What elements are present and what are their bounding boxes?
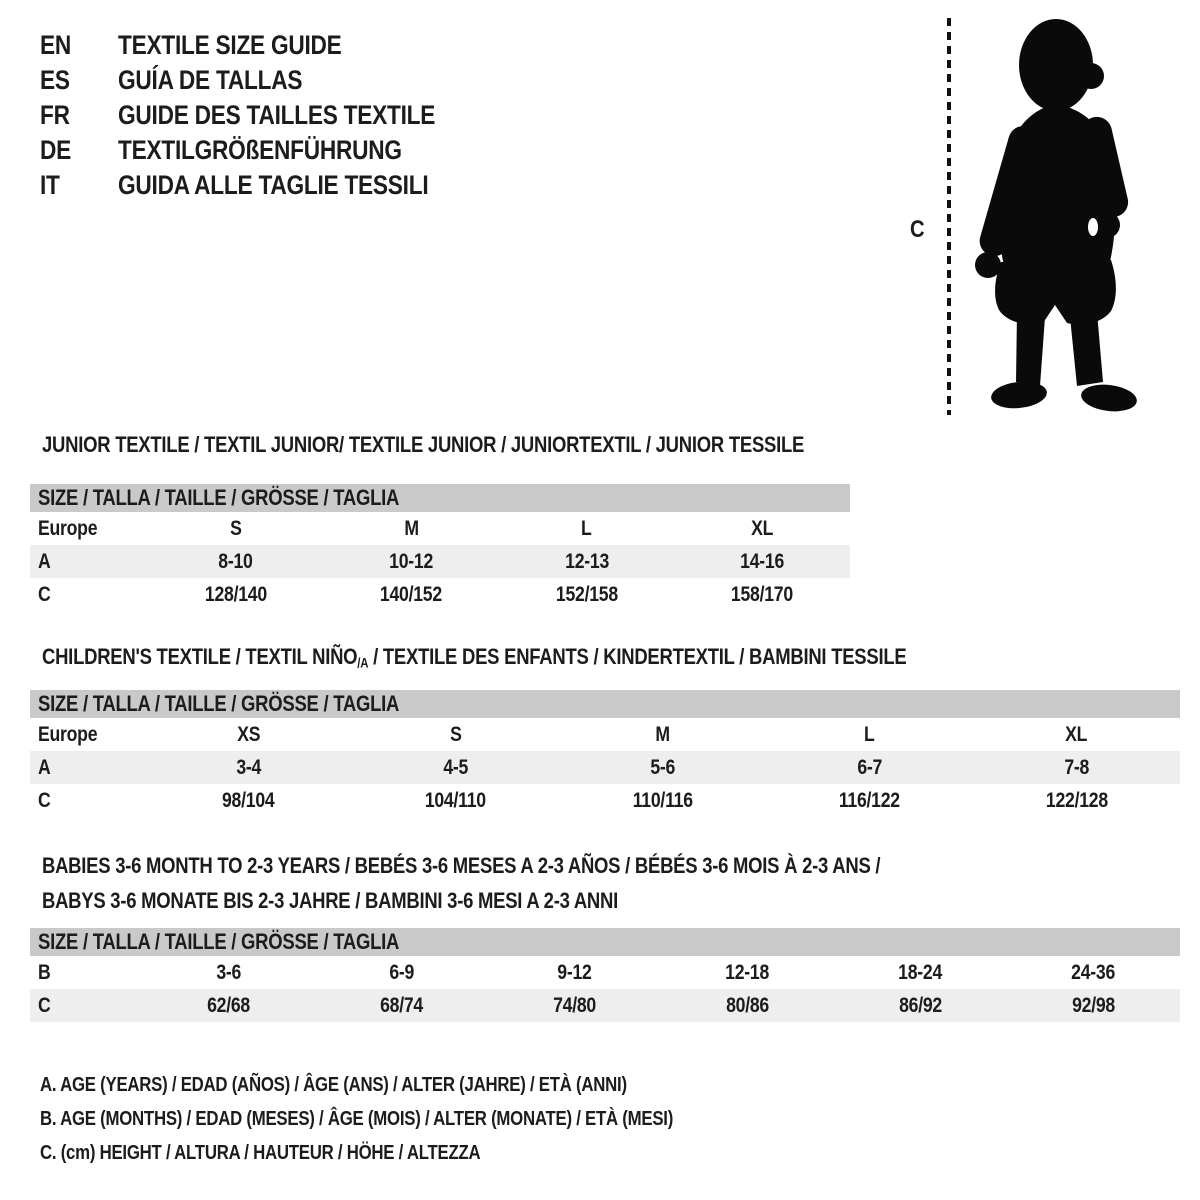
babies-size-table [30, 928, 1180, 1022]
toddler-silhouette-icon [960, 14, 1150, 418]
table-row-age [30, 545, 850, 578]
silhouette-ear [1078, 63, 1104, 89]
section-title-babies [42, 848, 1040, 918]
age-value: 12-18 [725, 960, 770, 984]
table-row-height [30, 578, 850, 611]
language-title: GUIDE DES TAILLES TEXTILE [118, 100, 436, 130]
footnote-age-months: B. AGE (MONTHS) / EDAD (MESES) / ÂGE (MOIS) / ALTER (MONATE) / ETÀ (MESI) [40, 1108, 674, 1130]
size-header-bar [30, 690, 1180, 718]
language-row [40, 28, 496, 63]
babies-title-line2: BABYS 3-6 MONATE BIS 2-3 JAHRE / BAMBINI 3-6 MESI A 2-3 ANNI [42, 888, 618, 913]
age-value: 3-6 [216, 960, 241, 984]
section-title-junior: JUNIOR TEXTILE / TEXTIL JUNIOR/ TEXTILE JUNIOR / JUNIORTEXTIL / JUNIOR TESSILE [42, 432, 805, 457]
table-row-europe [30, 512, 850, 545]
silhouette-shorts [995, 260, 1116, 324]
age-value: 4-5 [443, 755, 468, 779]
height-value: 92/98 [1072, 993, 1115, 1017]
row-label: C [38, 788, 51, 812]
row-label: Europe [38, 516, 98, 540]
table-row-europe [30, 718, 1180, 751]
language-title: GUÍA DE TALLAS [118, 65, 303, 95]
size-value: M [404, 516, 419, 540]
height-value: 80/86 [726, 993, 769, 1017]
language-code: ES [40, 65, 70, 95]
table-row-height [30, 784, 1180, 817]
title-part1: CHILDREN'S TEXTILE / TEXTIL NIÑO [42, 644, 358, 669]
row-label: A [38, 549, 51, 573]
babies-title-line1: BABIES 3-6 MONTH TO 2-3 YEARS / BEBÉS 3-6 MESES A 2-3 AÑOS / BÉBÉS 3-6 MOIS À 2-3 ANS / [42, 853, 881, 878]
language-code: DE [40, 135, 72, 165]
age-value: 8-10 [218, 549, 253, 573]
footnote-height: C. (cm) HEIGHT / ALTURA / HAUTEUR / HÖHE / ALTEZZA [40, 1142, 481, 1164]
age-value: 24-36 [1071, 960, 1116, 984]
silhouette-left-hand [975, 252, 1001, 278]
height-value: 158/170 [731, 582, 794, 606]
row-label: C [38, 582, 51, 606]
footnote-age-years: A. AGE (YEARS) / EDAD (AÑOS) / ÂGE (ANS) / ALTER (JAHRE) / ETÀ (ANNI) [40, 1074, 627, 1096]
size-value: M [655, 722, 670, 746]
height-value: 110/116 [632, 788, 693, 812]
language-code: FR [40, 100, 70, 130]
size-header-label: SIZE / TALLA / TAILLE / GRÖSSE / TAGLIA [38, 691, 400, 716]
language-code: IT [40, 170, 60, 200]
table-row-age-months [30, 956, 1180, 989]
silhouette-head [1019, 19, 1093, 111]
size-header-bar [30, 928, 1180, 956]
silhouette-right-leg [1070, 312, 1103, 386]
silhouette-left-leg [1016, 312, 1045, 386]
height-value: 86/92 [899, 993, 942, 1017]
row-label: Europe [38, 722, 98, 746]
size-value: XL [1065, 722, 1088, 746]
age-value: 18-24 [898, 960, 943, 984]
language-row [40, 168, 496, 203]
language-row [40, 133, 496, 168]
size-header-label: SIZE / TALLA / TAILLE / GRÖSSE / TAGLIA [38, 485, 400, 510]
height-value: 140/152 [380, 582, 443, 606]
size-value: XS [236, 722, 261, 746]
row-label: C [38, 993, 51, 1017]
age-value: 7-8 [1064, 755, 1089, 779]
size-value: S [229, 516, 242, 540]
height-value: 62/68 [207, 993, 250, 1017]
age-value: 10-12 [389, 549, 434, 573]
language-title: GUIDA ALLE TAGLIE TESSILI [118, 170, 429, 200]
size-value: S [449, 722, 462, 746]
language-code: EN [40, 30, 72, 60]
height-value: 128/140 [204, 582, 267, 606]
row-label: B [38, 960, 51, 984]
age-value: 6-9 [389, 960, 414, 984]
junior-size-table [30, 484, 850, 611]
age-value: 9-12 [557, 960, 592, 984]
children-size-table [30, 690, 1180, 817]
title-part2: / TEXTILE DES ENFANTS / KINDERTEXTIL / BAMBINI TESSILE [368, 644, 907, 669]
height-value: 98/104 [222, 788, 275, 812]
language-title: TEXTILE SIZE GUIDE [118, 30, 342, 60]
height-value: 104/110 [424, 788, 487, 812]
language-row [40, 98, 496, 133]
size-value: L [581, 516, 593, 540]
age-value: 6-7 [857, 755, 882, 779]
age-value: 14-16 [740, 549, 785, 573]
size-value: XL [751, 516, 774, 540]
section-title-children [42, 644, 906, 676]
height-value: 152/158 [555, 582, 618, 606]
height-value: 122/128 [1045, 788, 1108, 812]
size-value: L [864, 722, 875, 746]
language-row [40, 63, 496, 98]
height-value: 68/74 [380, 993, 423, 1017]
height-measure-dashed-line [947, 18, 951, 415]
language-title-list [40, 28, 496, 203]
legend-footnotes [40, 1068, 794, 1170]
table-row-height [30, 989, 1180, 1022]
height-value: 74/80 [553, 993, 596, 1017]
silhouette-hand-gap [1088, 218, 1098, 236]
age-value: 5-6 [650, 755, 675, 779]
size-header-label: SIZE / TALLA / TAILLE / GRÖSSE / TAGLIA [38, 929, 400, 954]
size-header-bar [30, 484, 850, 512]
height-measure-label: C [910, 216, 925, 243]
height-value: 116/122 [838, 788, 901, 812]
age-value: 3-4 [236, 755, 261, 779]
silhouette-right-foot [1080, 382, 1139, 415]
language-title: TEXTILGRÖßENFÜHRUNG [118, 135, 402, 165]
silhouette-right-hand [1094, 212, 1120, 238]
title-subscript: /A [357, 655, 369, 671]
row-label: A [38, 755, 51, 779]
age-value: 12-13 [564, 549, 609, 573]
table-row-age [30, 751, 1180, 784]
